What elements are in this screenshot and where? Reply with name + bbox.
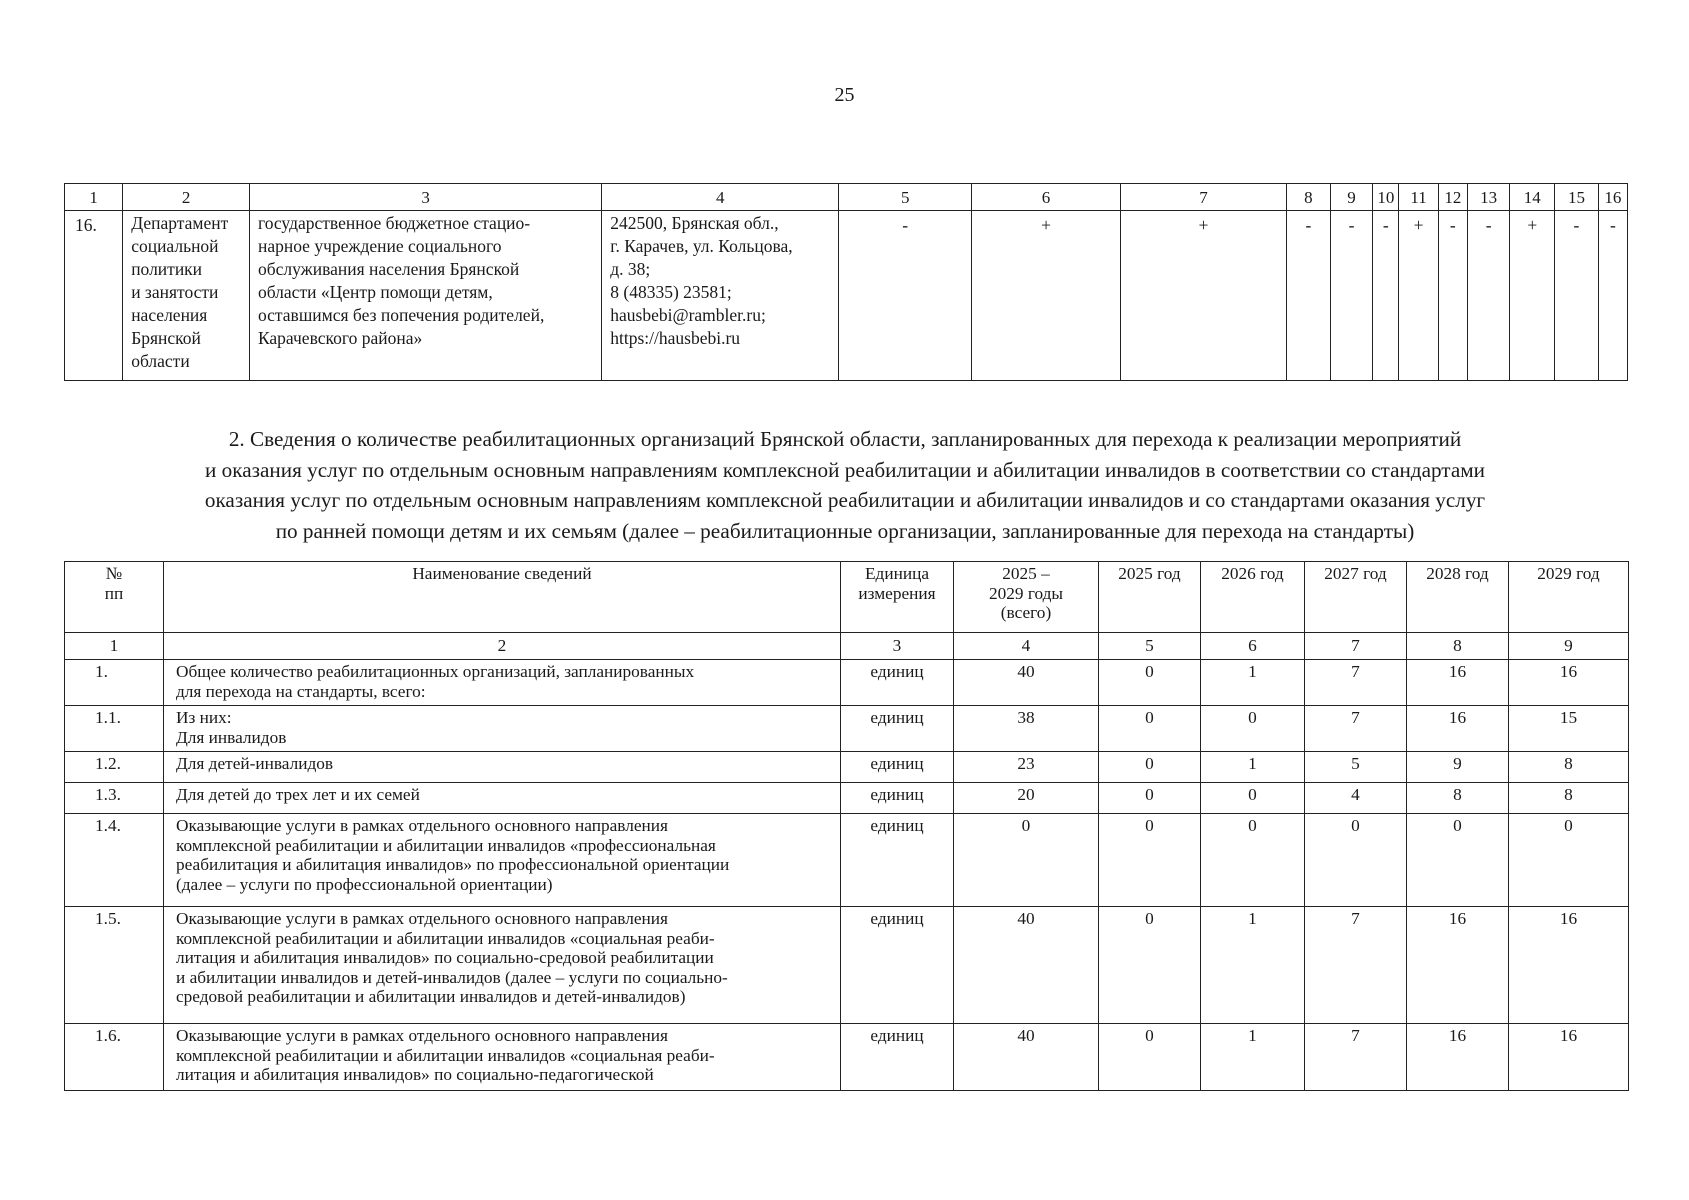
value-cell: 8 — [1407, 783, 1509, 814]
header-line: (всего) — [1000, 603, 1052, 622]
mark-cell: + — [972, 211, 1121, 381]
column-number: 8 — [1407, 633, 1509, 660]
text-line: реабилитация и абилитация инвалидов» по профессиональной ориентации — [176, 855, 730, 874]
value-cell: 1 — [1201, 907, 1305, 1024]
value-cell: 7 — [1305, 706, 1407, 752]
heading-line: и оказания услуг по отдельным основным направлениям комплексной реабилитации и абилитации инвалидов в соответствии со стандартами — [205, 457, 1485, 482]
row-unit: единиц — [841, 706, 954, 752]
section-heading — [95, 424, 1595, 546]
row-name — [164, 1024, 841, 1091]
table-row — [65, 752, 1629, 783]
row-name — [164, 783, 841, 814]
row-name — [164, 814, 841, 907]
column-number: 2 — [164, 633, 841, 660]
institution-cell — [249, 211, 601, 381]
value-cell: 0 — [1099, 814, 1201, 907]
value-cell: 0 — [1099, 660, 1201, 706]
heading-line: оказания услуг по отдельным основным направлениям комплексной реабилитации и абилитации инвалидов и со стандартами оказания услуг — [204, 488, 1486, 512]
value-cell: 0 — [1407, 814, 1509, 907]
text-line: г. Карачев, ул. Кольцова, — [610, 236, 793, 256]
text-line: и занятости — [131, 282, 219, 302]
table-row — [65, 814, 1629, 907]
text-line: (далее – услуги по профессиональной ориентации) — [176, 874, 553, 894]
value-cell: 16 — [1509, 660, 1629, 706]
header-name: Наименование сведений — [164, 562, 841, 633]
column-number: 8 — [1287, 184, 1331, 211]
text-line: Общее количество реабилитационных организаций, запланированных — [176, 662, 695, 681]
text-line: политики — [131, 259, 203, 279]
row-unit: единиц — [841, 907, 954, 1024]
column-number: 5 — [839, 184, 972, 211]
text-line: средовой реабилитации и абилитации инвалидов и детей-инвалидов) — [176, 987, 686, 1006]
text-line: для перехода на стандарты, всего: — [176, 681, 426, 701]
header-unit — [841, 562, 954, 633]
column-number: 9 — [1509, 633, 1629, 660]
row-name — [164, 752, 841, 783]
column-number: 1 — [65, 184, 123, 211]
website-link[interactable]: https://hausbebi.ru — [610, 328, 741, 348]
row-unit: единиц — [841, 783, 954, 814]
row-unit: единиц — [841, 1024, 954, 1091]
value-cell: 0 — [1099, 1024, 1201, 1091]
text-line: Для детей до трех лет и их семей — [176, 785, 420, 804]
column-number: 12 — [1438, 184, 1467, 211]
mark-cell: + — [1120, 211, 1286, 381]
value-cell: 7 — [1305, 907, 1407, 1024]
value-cell: 0 — [1099, 907, 1201, 1024]
text-line: Брянской — [131, 328, 201, 348]
text-line: 8 (48335) 23581; — [610, 282, 732, 302]
column-number: 11 — [1399, 184, 1438, 211]
page-number: 25 — [834, 84, 855, 106]
header-line: пп — [104, 583, 124, 603]
column-number: 10 — [1373, 184, 1399, 211]
mark-cell: - — [1287, 211, 1331, 381]
value-cell: 0 — [1099, 752, 1201, 783]
text-line: населения — [131, 305, 208, 325]
value-cell: 8 — [1509, 783, 1629, 814]
text-line: д. 38; — [610, 259, 651, 279]
row-name — [164, 660, 841, 706]
header-line: измерения — [858, 583, 936, 603]
value-cell: 16 — [1509, 907, 1629, 1024]
value-cell: 0 — [954, 814, 1099, 907]
text-line: литация и абилитация инвалидов» по социально-педагогической — [176, 1065, 654, 1084]
header-year: 2029 год — [1509, 562, 1629, 633]
statistics-table — [64, 561, 1629, 1091]
value-cell: 40 — [954, 660, 1099, 706]
header-row — [65, 562, 1629, 633]
mark-cell: - — [1373, 211, 1399, 381]
row-unit: единиц — [841, 660, 954, 706]
text-line: Оказывающие услуги в рамках отдельного основного направления — [176, 1026, 668, 1045]
text-line: 242500, Брянская обл., — [610, 213, 779, 233]
value-cell: 16 — [1407, 660, 1509, 706]
row-number: 1.2. — [65, 752, 164, 783]
text-line: Департамент — [131, 213, 229, 233]
column-number: 16 — [1598, 184, 1627, 211]
value-cell: 7 — [1305, 660, 1407, 706]
header-number — [65, 562, 164, 633]
column-number: 15 — [1555, 184, 1599, 211]
column-number: 13 — [1467, 184, 1510, 211]
value-cell: 0 — [1509, 814, 1629, 907]
heading-line: 2. Сведения о количестве реабилитационных организаций Брянской области, запланированных для перехода к реализации мероприятий — [228, 427, 1462, 451]
value-cell: 1 — [1201, 660, 1305, 706]
mark-cell: - — [839, 211, 972, 381]
text-line: Карачевского района» — [257, 328, 423, 348]
text-line: Из них: — [176, 708, 232, 727]
text-line: Для инвалидов — [176, 727, 287, 747]
column-number: 9 — [1330, 184, 1373, 211]
header-year: 2028 год — [1407, 562, 1509, 633]
column-number: 6 — [972, 184, 1121, 211]
text-line: социальной — [131, 236, 219, 256]
value-cell: 20 — [954, 783, 1099, 814]
row-number: 16. — [65, 211, 123, 381]
address-cell — [602, 211, 839, 381]
row-number: 1.5. — [65, 907, 164, 1024]
text-line: комплексной реабилитации и абилитации инвалидов «социальная реаби- — [176, 928, 715, 948]
table-row — [65, 907, 1629, 1024]
column-number: 14 — [1510, 184, 1555, 211]
column-number: 2 — [123, 184, 250, 211]
text-line: комплексной реабилитации и абилитации инвалидов «социальная реаби- — [176, 1045, 715, 1065]
mark-cell: - — [1555, 211, 1599, 381]
header-line: 2025 – — [1002, 564, 1050, 583]
mark-cell: - — [1438, 211, 1467, 381]
row-unit: единиц — [841, 752, 954, 783]
text-line: области — [131, 351, 190, 371]
text-line: литация и абилитация инвалидов» по социально-средовой реабилитации — [176, 948, 714, 967]
value-cell: 0 — [1201, 814, 1305, 907]
department-cell — [123, 211, 250, 381]
column-number: 7 — [1305, 633, 1407, 660]
value-cell: 16 — [1407, 907, 1509, 1024]
column-number: 6 — [1201, 633, 1305, 660]
column-number: 5 — [1099, 633, 1201, 660]
column-number: 7 — [1120, 184, 1286, 211]
value-cell: 40 — [954, 1024, 1099, 1091]
header-line: Единица — [864, 564, 929, 583]
text-line: комплексной реабилитации и абилитации инвалидов «профессиональная — [176, 835, 716, 855]
text-line: Оказывающие услуги в рамках отдельного основного направления — [176, 816, 668, 835]
text-line: Для детей-инвалидов — [176, 754, 334, 773]
table-row — [65, 1024, 1629, 1091]
value-cell: 0 — [1201, 706, 1305, 752]
value-cell: 9 — [1407, 752, 1509, 783]
text-line: области «Центр помощи детям, — [257, 282, 493, 302]
header-year: 2027 год — [1305, 562, 1407, 633]
column-number: 3 — [249, 184, 601, 211]
value-cell: 0 — [1099, 706, 1201, 752]
header-line: 2029 годы — [988, 583, 1064, 603]
row-number: 1. — [65, 660, 164, 706]
mark-cell: - — [1598, 211, 1627, 381]
text-line: нарное учреждение социального — [257, 236, 502, 256]
value-cell: 8 — [1509, 752, 1629, 783]
mark-cell: - — [1467, 211, 1510, 381]
row-number: 1.3. — [65, 783, 164, 814]
mark-cell: - — [1330, 211, 1373, 381]
value-cell: 38 — [954, 706, 1099, 752]
header-total — [954, 562, 1099, 633]
mark-cell: + — [1510, 211, 1555, 381]
row-name — [164, 907, 841, 1024]
value-cell: 1 — [1201, 1024, 1305, 1091]
column-number: 3 — [841, 633, 954, 660]
value-cell: 16 — [1407, 706, 1509, 752]
heading-line: по ранней помощи детям и их семьям (далее – реабилитационные организации, запланированные для перехода на стандарты) — [275, 518, 1415, 543]
text-line: оставшимся без попечения родителей, — [257, 305, 545, 325]
email-link[interactable]: hausbebi@rambler.ru; — [610, 305, 766, 325]
text-line: обслуживания населения Брянской — [257, 259, 520, 279]
table-row — [65, 660, 1629, 706]
table-row — [65, 783, 1629, 814]
header-line: № — [105, 564, 123, 583]
column-number-row — [65, 184, 1628, 211]
row-number: 1.1. — [65, 706, 164, 752]
table-row — [65, 706, 1629, 752]
value-cell: 4 — [1305, 783, 1407, 814]
header-year: 2025 год — [1099, 562, 1201, 633]
value-cell: 16 — [1509, 1024, 1629, 1091]
value-cell: 0 — [1305, 814, 1407, 907]
column-number-row — [65, 633, 1629, 660]
row-number: 1.6. — [65, 1024, 164, 1091]
header-year: 2026 год — [1201, 562, 1305, 633]
value-cell: 23 — [954, 752, 1099, 783]
value-cell: 7 — [1305, 1024, 1407, 1091]
text-line: Оказывающие услуги в рамках отдельного основного направления — [176, 909, 668, 928]
column-number: 4 — [954, 633, 1099, 660]
value-cell: 1 — [1201, 752, 1305, 783]
mark-cell: + — [1399, 211, 1438, 381]
text-line: государственное бюджетное стацио- — [257, 213, 531, 233]
organizations-table — [64, 183, 1628, 381]
column-number: 4 — [602, 184, 839, 211]
row-number: 1.4. — [65, 814, 164, 907]
row-unit: единиц — [841, 814, 954, 907]
table-row — [65, 211, 1628, 381]
column-number: 1 — [65, 633, 164, 660]
value-cell: 0 — [1099, 783, 1201, 814]
text-line: и абилитации инвалидов и детей-инвалидов (далее – услуги по социально- — [176, 967, 728, 987]
value-cell: 0 — [1201, 783, 1305, 814]
row-name — [164, 706, 841, 752]
value-cell: 15 — [1509, 706, 1629, 752]
value-cell: 5 — [1305, 752, 1407, 783]
value-cell: 40 — [954, 907, 1099, 1024]
value-cell: 16 — [1407, 1024, 1509, 1091]
